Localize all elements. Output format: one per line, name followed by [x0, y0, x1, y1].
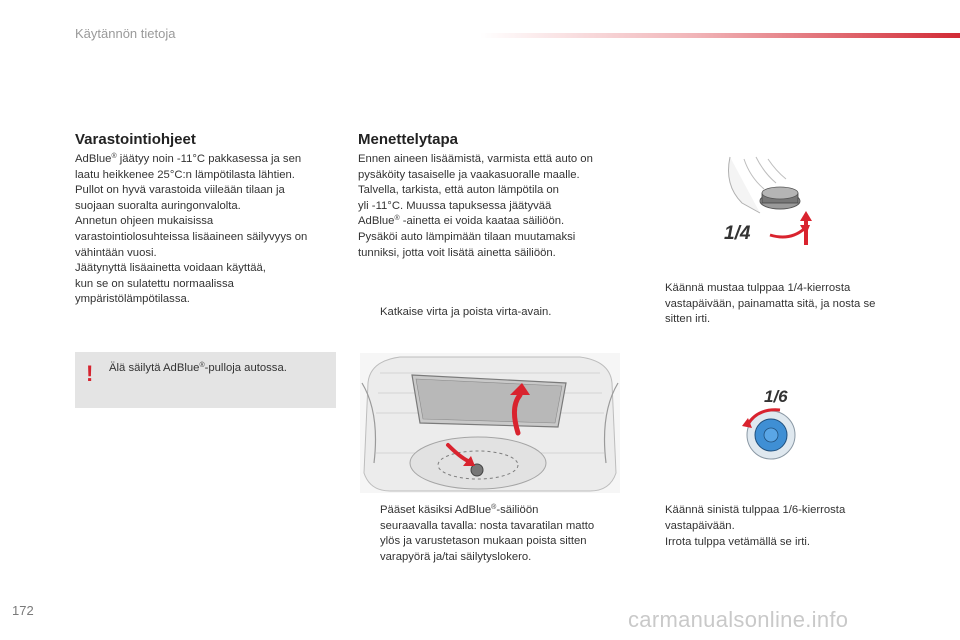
- text-line: Pullot on hyvä varastoida viileään tilaan ja: [75, 184, 285, 197]
- text-fragment: AdBlue: [75, 153, 112, 165]
- text-line: [358, 214, 593, 230]
- text-line: pysäköity tasaiselle ja vaakasuoralle maalle.: [358, 168, 580, 181]
- page-section-title: Käytännön tietoja: [75, 26, 176, 41]
- step-turn-off-ignition: [358, 305, 551, 321]
- text-line: suojaan suoralta auringonvalolta.: [75, 199, 241, 212]
- step-turn-blue-cap: [643, 503, 845, 534]
- text-fragment: Pääset käsiksi AdBlue: [380, 504, 492, 516]
- text-line: vähintään vuosi.: [75, 246, 157, 259]
- text-line: laatu heikkenee 25°C:n lämpötilasta lähtien.: [75, 168, 295, 181]
- exclamation-icon: !: [86, 361, 94, 386]
- page-number: 172: [12, 603, 34, 618]
- quarter-turn-label: 1/4: [724, 223, 751, 244]
- text-line: ylös ja varustetason mukaan poista sitten: [380, 535, 587, 548]
- registered-mark: ®: [111, 153, 117, 160]
- text-line: kun se on sulatettu normaalissa: [75, 277, 234, 290]
- step-access-tank: [358, 503, 594, 565]
- registered-mark: ®: [491, 504, 497, 511]
- text-line: [380, 503, 594, 519]
- text-line: varastointiolosuhteissa lisäaineen säilyvyys on: [75, 230, 308, 243]
- text-line: tunniksi, jotta voit lisätä ainetta säiliöön.: [358, 246, 556, 259]
- procedure-heading: Menettelytapa: [358, 131, 459, 148]
- step-remove-black-cap: [643, 281, 875, 328]
- text-line: Pysäköi auto lämpimään tilaan muutamaksi: [358, 230, 576, 243]
- text-fragment: -säiliöön: [496, 504, 539, 516]
- text-line: vastapäivään, painamatta sitä, ja nosta se: [665, 297, 876, 310]
- procedure-intro-text: [358, 152, 593, 261]
- text-line: Käännä mustaa tulppaa 1/4-kierrosta: [665, 282, 851, 294]
- watermark-text: carmanualsonline.info: [628, 607, 849, 632]
- text-line: varapyörä ja/tai säilytyslokero.: [380, 550, 532, 563]
- text-line: Irrota tulppa vetämällä se irti.: [665, 536, 811, 548]
- storage-heading: Varastointiohjeet: [75, 131, 196, 148]
- blue-cap-illustration: [728, 380, 808, 462]
- sixth-turn-label: 1/6: [764, 387, 788, 406]
- text-line: vastapäivään.: [665, 519, 735, 532]
- step-pull-cap: [643, 535, 810, 551]
- text-fragment: AdBlue: [358, 215, 395, 228]
- text-line: Jäätynyttä lisäainetta voidaan käyttää,: [75, 262, 266, 275]
- black-cap-illustration: [720, 155, 820, 250]
- text-line: seuraavalla tavalla: nosta tavaratilan matto: [380, 519, 595, 532]
- storage-text: [75, 152, 307, 308]
- text-line: Talvella, tarkista, että auton lämpötila on: [358, 184, 559, 197]
- text-fragment: jäätyy noin -11°C pakkasessa ja sen: [116, 153, 302, 165]
- text-line: Katkaise virta ja poista virta-avain.: [380, 306, 552, 318]
- text-line: Annetun ohjeen mukaisissa: [75, 215, 214, 228]
- text-line: Käännä sinistä tulppaa 1/6-kierrosta: [665, 504, 846, 516]
- text-fragment: -ainetta ei voida kaataa säiliöön.: [399, 215, 565, 228]
- text-line: ympäristölämpötilassa.: [75, 293, 190, 306]
- registered-mark: ®: [394, 215, 400, 223]
- text-line: yli -11°C. Muussa tapuksessa jäätyvää: [358, 199, 552, 212]
- header-accent-bar: [480, 33, 960, 38]
- text-line: sitten irti.: [665, 313, 711, 326]
- text-line: [75, 152, 307, 168]
- warning-text: Älä säilytä AdBlue®-pulloja autossa.: [109, 362, 287, 374]
- trunk-illustration: [360, 353, 620, 493]
- text-line: Ennen aineen lisäämistä, varmista että auto on: [358, 153, 593, 165]
- warning-box: [75, 352, 336, 408]
